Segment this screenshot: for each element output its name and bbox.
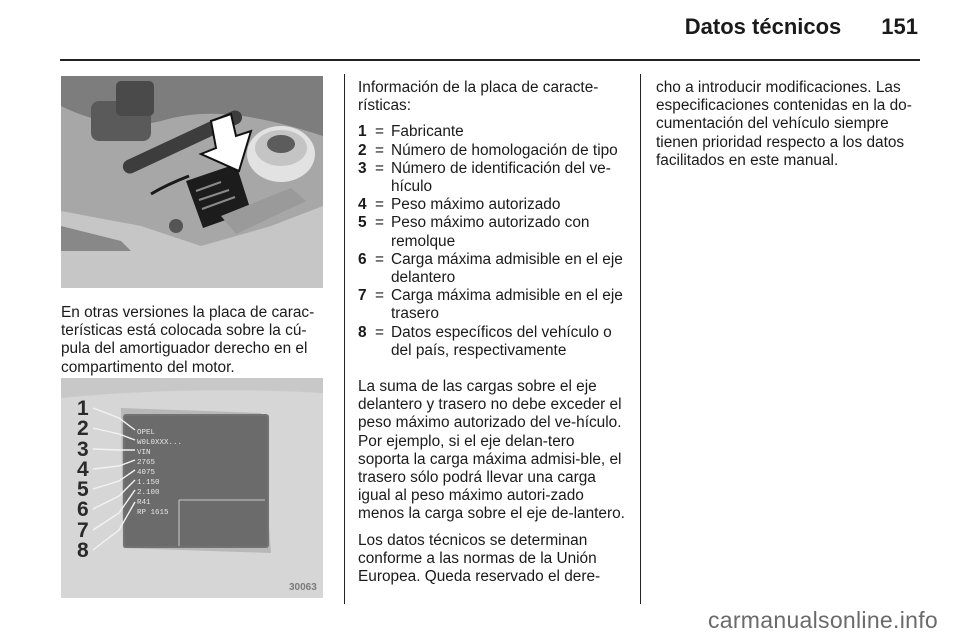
watermark: carmanualsonline.info <box>707 607 938 633</box>
plate-diagram <box>61 378 323 598</box>
plate-line-7: 2.100 <box>137 489 160 497</box>
list-item: 6 = Carga máxima admisible en el eje delantero <box>358 250 623 287</box>
plate-line-4: 2765 <box>137 459 156 467</box>
callout-4: 4 <box>77 458 89 481</box>
list-item: 8 = Datos específicos del vehículo o del país, respectivamente <box>358 323 612 359</box>
eu-norms-paragraph: Los datos técnicos se determinan conforme a las normas de la Unión Europea. Queda reservado el dere- <box>358 531 601 586</box>
engine-compartment-photo <box>61 76 323 288</box>
list-item: 2 = Número de homologación de tipo <box>358 141 618 159</box>
callout-1: 1 <box>77 397 89 420</box>
callout-5: 5 <box>77 478 89 501</box>
plate-line-8: R41 <box>137 499 151 507</box>
page-header <box>685 14 918 40</box>
list-item: 4 = Peso máximo autorizado <box>358 196 561 214</box>
callout-8: 8 <box>77 539 89 562</box>
plate-line-5: 4075 <box>137 469 156 477</box>
plate-location-text: En otras versiones la placa de carac-terísticas está colocada sobre la cú-pula del amortiguador derecho en el compartimento del motor. <box>61 304 315 376</box>
axle-load-paragraph: La suma de las cargas sobre el eje delantero y trasero no debe exceder el peso máximo autorizado del ve-hículo. Por ejemplo, si el eje delan-tero soporta la carga máxima admisi-ble, el trasero sólo podrá llevar una carga igual al peso máximo autori-zado menos la carga sobre el eje de-lantero. <box>358 378 625 523</box>
column-divider-2 <box>640 74 641 604</box>
plate-line-3: VIN <box>137 449 151 457</box>
column-3-text <box>656 79 924 178</box>
callout-6: 6 <box>77 498 89 521</box>
column-1-text <box>61 304 331 385</box>
list-item: 3 = Número de identificación del ve-hículo <box>358 159 611 196</box>
list-item: 1 = Fabricante <box>358 123 464 141</box>
callout-7: 7 <box>77 519 89 542</box>
plate-legend-list <box>358 123 628 360</box>
plate-info-intro: Información de la placa de caracte-rísticas: <box>358 79 599 115</box>
callout-3: 3 <box>77 438 89 461</box>
column-divider-1 <box>344 74 345 604</box>
section-title: Datos técnicos <box>684 14 842 39</box>
page-number: 151 <box>881 14 918 39</box>
callout-2: 2 <box>77 417 89 440</box>
modifications-paragraph: cho a introducir modificaciones. Las especificaciones contenidas en la do-cumentación del vehículo siempre tienen prioridad respecto a los datos facilitados en este manual. <box>656 79 912 169</box>
header-rule <box>60 59 920 61</box>
plate-line-6: 1.150 <box>137 479 160 487</box>
figure-code: 30063 <box>289 582 317 593</box>
list-item: 7 = Carga máxima admisible en el eje trasero <box>358 287 623 323</box>
plate-line-2: W0L0XXX... <box>137 439 183 447</box>
column-2-text <box>358 79 628 594</box>
plate-line-1: OPEL <box>137 429 156 437</box>
list-item: 5 = Peso máximo autorizado con remolque <box>358 214 590 250</box>
plate-line-9: RP 1615 <box>137 509 169 517</box>
